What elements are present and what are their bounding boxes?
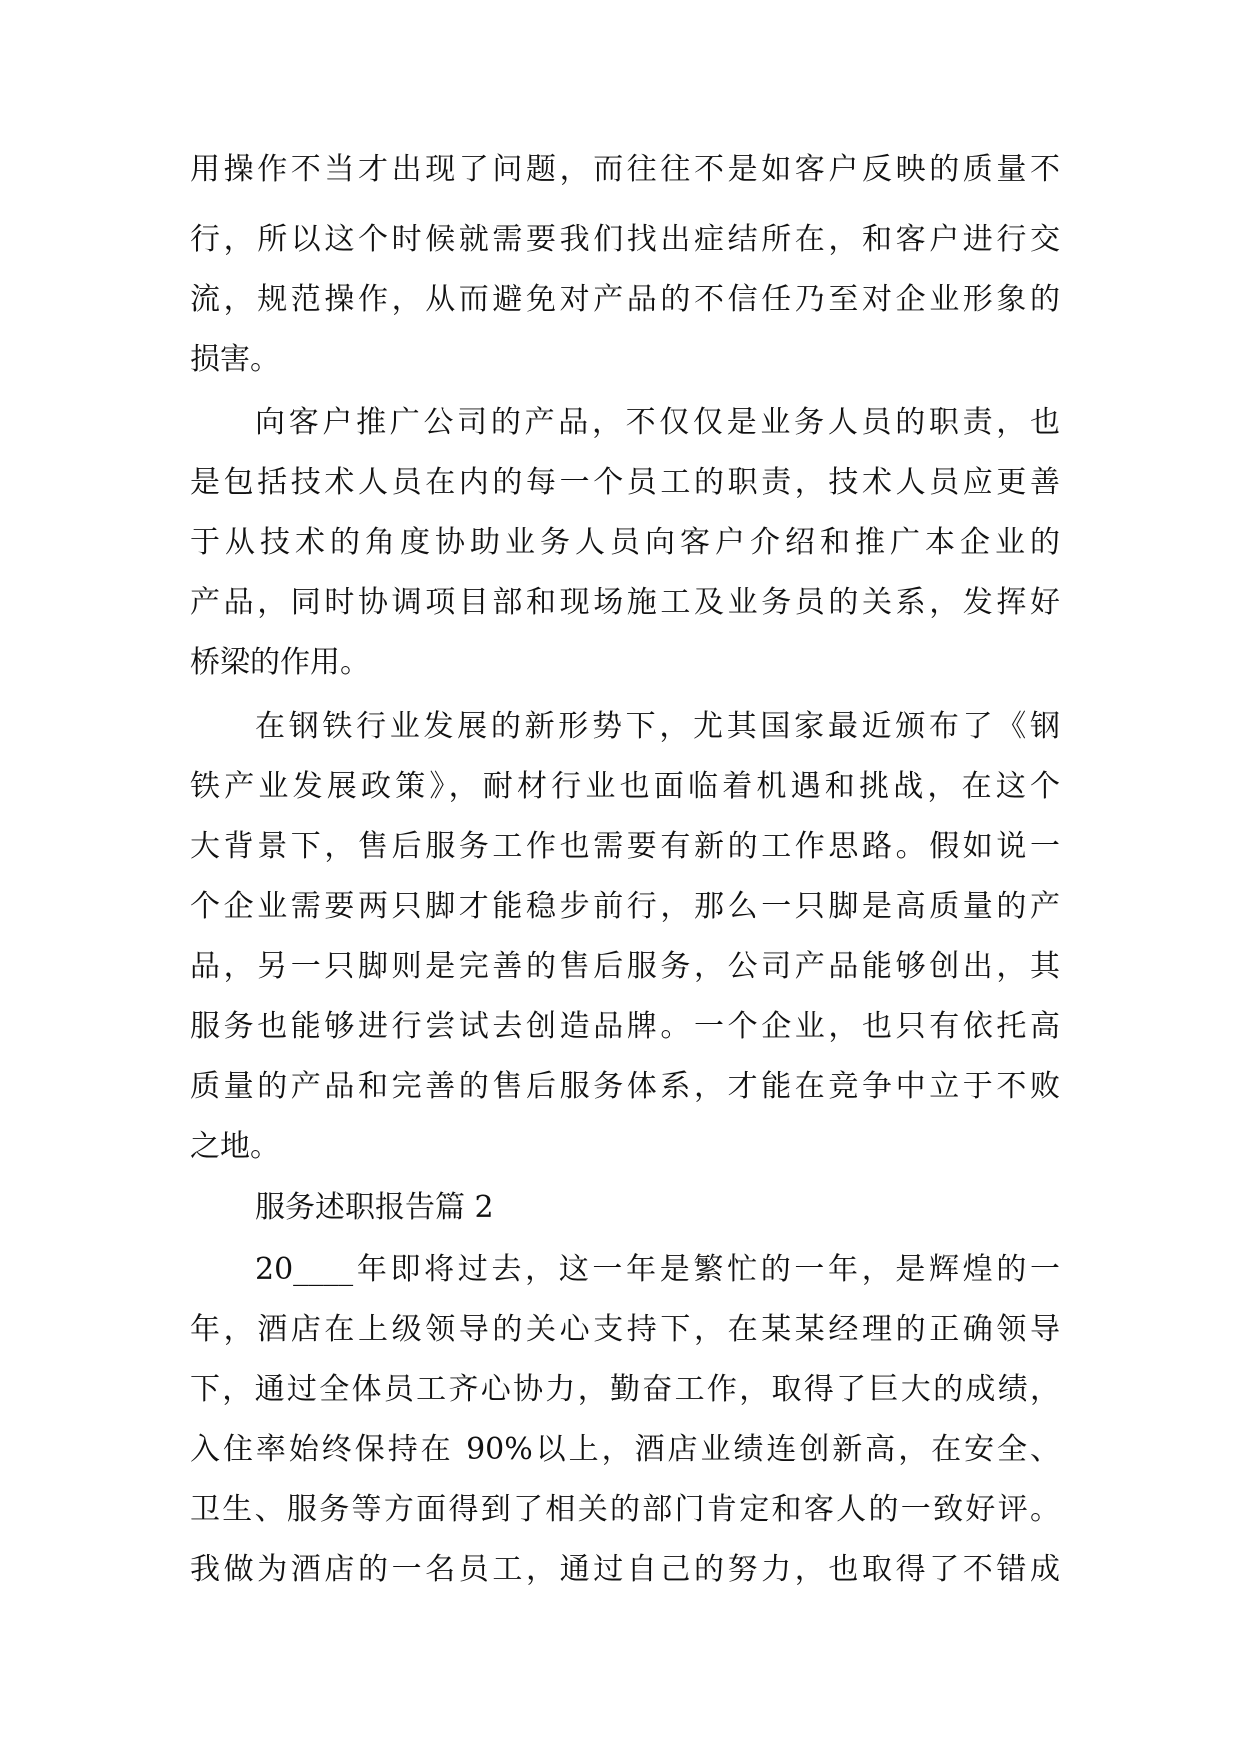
paragraph-2-line-2: 是包括技术人员在内的每一个员工的职责，技术人员应更善 [190,465,1060,500]
paragraph-1-line-4: 损害。 [190,342,280,377]
paragraph-4-line-3: 下，通过全体员工齐心协力，勤奋工作，取得了巨大的成绩， [190,1372,1060,1407]
paragraph-3-line-6: 服务也能够进行尝试去创造品牌。一个企业，也只有依托高 [190,1009,1060,1044]
paragraph-2-line-3: 于从技术的角度协助业务人员向客户介绍和推广本企业的 [190,525,1060,560]
paragraph-4-line-1: 20____年即将过去，这一年是繁忙的一年，是辉煌的一 [255,1252,1060,1287]
paragraph-4-line-2: 年，酒店在上级领导的关心支持下，在某某经理的正确领导 [190,1312,1060,1347]
paragraph-3-line-4: 个企业需要两只脚才能稳步前行，那么一只脚是高质量的产 [190,889,1060,924]
paragraph-2-line-1: 向客户推广公司的产品，不仅仅是业务人员的职责，也 [255,405,1060,440]
paragraph-4-line-6: 我做为酒店的一名员工，通过自己的努力，也取得了不错成 [190,1552,1060,1587]
paragraph-3-line-2: 铁产业发展政策》，耐材行业也面临着机遇和挑战，在这个 [190,769,1060,804]
paragraph-3-line-5: 品，另一只脚则是完善的售后服务，公司产品能够创出，其 [190,949,1060,984]
paragraph-1-line-1: 用操作不当才出现了问题，而往往不是如客户反映的质量不 [190,152,1060,187]
paragraph-3-line-1: 在钢铁行业发展的新形势下，尤其国家最近颁布了《钢 [255,709,1060,744]
paragraph-1-line-2: 行，所以这个时候就需要我们找出症结所在，和客户进行交 [190,222,1060,257]
paragraph-4-line-5: 卫生、服务等方面得到了相关的部门肯定和客人的一致好评。 [190,1492,1060,1527]
section-heading: 服务述职报告篇 2 [255,1190,494,1225]
paragraph-3-line-7: 质量的产品和完善的售后服务体系，才能在竞争中立于不败 [190,1069,1060,1104]
paragraph-3-line-3: 大背景下，售后服务工作也需要有新的工作思路。假如说一 [190,829,1060,864]
paragraph-2-line-5: 桥梁的作用。 [190,645,370,680]
paragraph-3-line-8: 之地。 [190,1129,280,1164]
paragraph-1-line-3: 流，规范操作，从而避免对产品的不信任乃至对企业形象的 [190,282,1060,317]
paragraph-2-line-4: 产品，同时协调项目部和现场施工及业务员的关系，发挥好 [190,585,1060,620]
paragraph-4-line-4: 入住率始终保持在 90%以上，酒店业绩连创新高，在安全、 [190,1432,1060,1467]
